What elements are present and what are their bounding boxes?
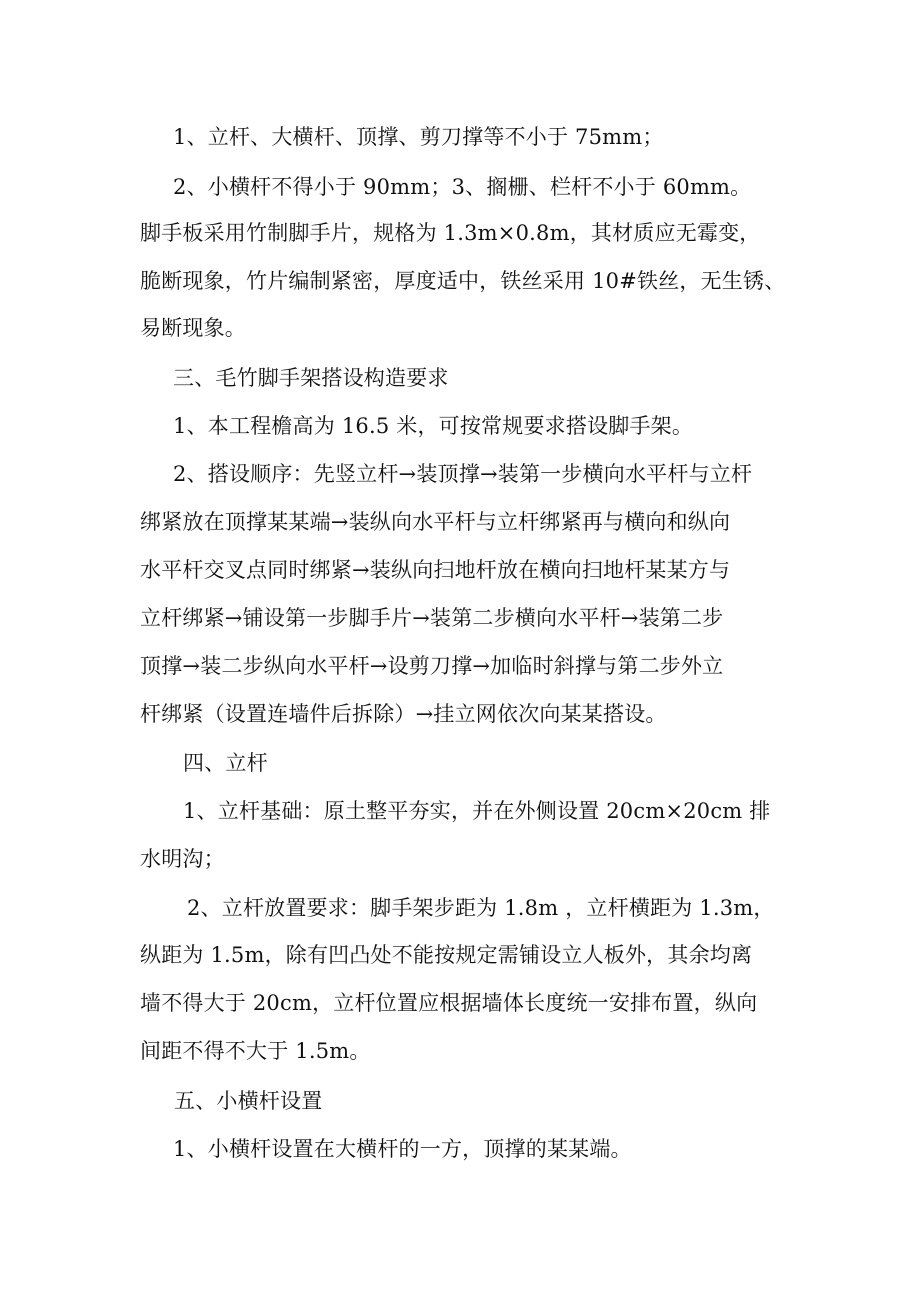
- paragraph-line: 1、立杆、大横杆、顶撑、剪刀撑等不小于 75mm；: [173, 125, 664, 149]
- paragraph-line: 1、本工程檐高为 16.5 米，可按常规要求搭设脚手架。: [173, 414, 694, 438]
- paragraph-line: 2、搭设顺序：先竖立杆→装顶撑→装第一步横向水平杆与立杆: [173, 462, 753, 486]
- paragraph-line: 2、立杆放置要求：脚手架步距为 1.8m ，立杆横距为 1.3m，: [187, 896, 775, 920]
- paragraph-line: 间距不得不大于 1.5m。: [140, 1039, 371, 1063]
- paragraph-line: 易断现象。: [140, 316, 246, 340]
- section-heading: 四、立杆: [183, 751, 268, 775]
- paragraph-line: 杆绑紧（设置连墙件后拆除）→挂立网依次向某某搭设。: [140, 702, 667, 726]
- paragraph-line: 墙不得大于 20cm，立杆位置应根据墙体长度统一安排布置，纵向: [140, 991, 758, 1015]
- section-heading: 五、小横杆设置: [174, 1089, 323, 1113]
- paragraph-line: 脚手板采用竹制脚手片，规格为 1.3m×0.8m，其材质应无霉变，: [140, 221, 761, 245]
- paragraph-line: 立杆绑紧→铺设第一步脚手片→装第二步横向水平杆→装第二步: [140, 606, 724, 630]
- section-heading: 三、毛竹脚手架搭设构造要求: [173, 366, 449, 390]
- paragraph-line: 绑紧放在顶撑某某端→装纵向水平杆与立杆绑紧再与横向和纵向: [140, 510, 731, 534]
- paragraph-line: 1、立杆基础：原土整平夯实，并在外侧设置 20cm×20cm 排: [183, 799, 771, 823]
- paragraph-line: 顶撑→装二步纵向水平杆→设剪刀撑→加临时斜撑与第二步外立: [140, 654, 724, 678]
- paragraph-line: 1、小横杆设置在大横杆的一方，顶撑的某某端。: [173, 1137, 632, 1161]
- paragraph-line: 水平杆交叉点同时绑紧→装纵向扫地杆放在横向扫地杆某某方与: [140, 558, 731, 582]
- paragraph-line: 纵距为 1.5m，除有凹凸处不能按规定需铺设立人板外，其余均离: [140, 943, 753, 967]
- paragraph-line: 2、小横杆不得小于 90mm；3、搁栅、栏杆不小于 60mm。: [173, 175, 752, 199]
- paragraph-line: 脆断现象，竹片编制紧密，厚度适中，铁丝采用 10#铁丝，无生锈、: [140, 269, 786, 293]
- paragraph-line: 水明沟；: [140, 847, 225, 871]
